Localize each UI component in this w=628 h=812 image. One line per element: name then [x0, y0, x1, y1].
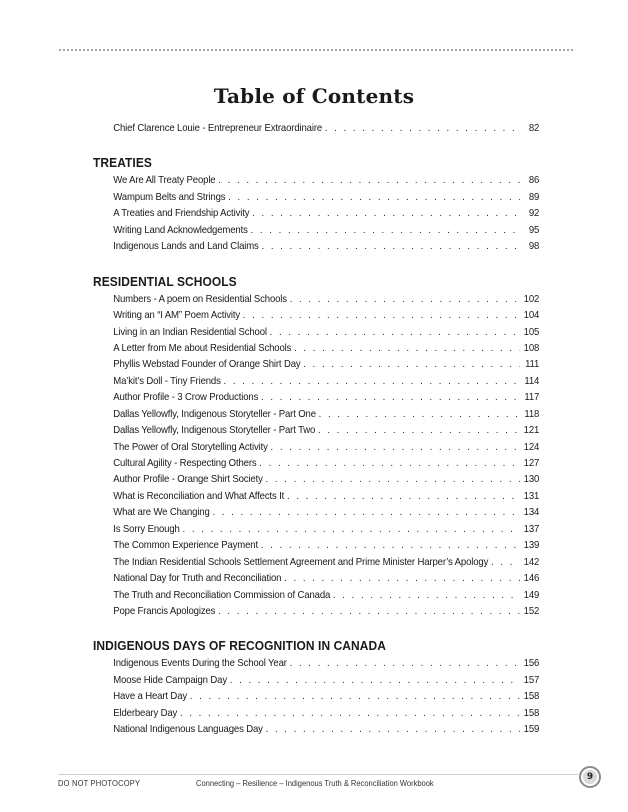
toc-entry — [93, 390, 539, 406]
toc-entry-line — [113, 308, 539, 324]
dot-leader — [325, 121, 520, 137]
toc-entry-title: Writing an “I AM” Poem Activity — [113, 310, 240, 322]
toc-entry-line — [113, 325, 539, 341]
toc-entry-page: 102 — [523, 293, 540, 305]
toc-entry-title: What is Reconciliation and What Affects It — [113, 490, 285, 502]
toc-entry-line — [113, 555, 539, 571]
toc-entry-line — [113, 407, 539, 423]
toc-entry-line — [113, 722, 539, 738]
table-of-contents — [93, 121, 543, 739]
toc-entry-title: Dallas Yellowfly, Indigenous Storyteller - Part Two — [113, 425, 316, 437]
toc-entry — [93, 722, 539, 738]
toc-entry-title: What are We Changing — [113, 507, 210, 519]
toc-entry-title: Author Profile - 3 Crow Productions — [113, 392, 259, 404]
dot-leader — [287, 489, 520, 505]
footer-rule — [58, 774, 578, 775]
dot-leader — [243, 308, 520, 324]
toc-entry — [93, 374, 539, 390]
toc-entry-line — [113, 374, 539, 390]
footer-notice: DO NOT PHOTOCOPY — [58, 779, 141, 788]
toc-entry — [93, 656, 539, 672]
toc-entry — [93, 206, 539, 222]
toc-section — [93, 153, 543, 255]
dot-leader — [333, 588, 520, 604]
dot-leader — [266, 722, 520, 738]
toc-entry-title: The Power of Oral Storytelling Activity — [113, 441, 268, 453]
toc-entry-page: 137 — [523, 523, 540, 535]
toc-entry — [93, 588, 539, 604]
toc-entry-page: 92 — [528, 208, 540, 220]
dot-leader — [266, 472, 520, 488]
dot-leader — [303, 357, 520, 373]
toc-entry-page: 121 — [523, 425, 540, 437]
toc-entry — [93, 706, 539, 722]
toc-entry-page: 158 — [523, 707, 540, 719]
toc-entry — [93, 571, 539, 587]
toc-entry-line — [113, 472, 539, 488]
toc-entry-title: Living in an Indian Residential School — [113, 326, 267, 338]
section-heading: INDIGENOUS DAYS OF RECOGNITION IN CANADA — [93, 638, 386, 654]
toc-entry-page: 86 — [528, 175, 540, 187]
toc-entry-title: Writing Land Acknowledgements — [113, 224, 248, 236]
toc-entry-page: 156 — [523, 658, 540, 670]
dot-leader — [190, 689, 520, 705]
toc-entry-line — [113, 604, 539, 620]
dot-leader — [230, 673, 520, 689]
toc-entry-page: 134 — [523, 507, 540, 519]
toc-entry — [93, 292, 539, 308]
dot-leader — [228, 190, 520, 206]
toc-entry-title: Pope Francis Apologizes — [113, 605, 216, 617]
page-number-badge — [579, 766, 601, 788]
footer-book-title: Connecting – Resilience – Indigenous Truth & Reconciliation Workbook — [196, 779, 434, 788]
toc-entry — [93, 673, 539, 689]
toc-entry — [93, 689, 539, 705]
toc-entry-page: 117 — [524, 392, 540, 404]
toc-entry-title: A Treaties and Friendship Activity — [113, 208, 250, 220]
dot-leader — [180, 706, 520, 722]
toc-entry-line — [113, 341, 539, 357]
toc-entry-page: 131 — [523, 490, 540, 502]
dot-leader — [294, 341, 520, 357]
toc-entry — [93, 489, 539, 505]
toc-entry-title: Elderbeary Day — [113, 707, 178, 719]
toc-entry-title: Indigenous Events During the School Year — [113, 658, 287, 670]
toc-entry-page: 98 — [528, 241, 540, 253]
toc-entry-page: 149 — [523, 589, 540, 601]
dot-leader — [290, 292, 520, 308]
page-number: 9 — [583, 770, 597, 784]
toc-entry-title: Chief Clarence Louie - Entrepreneur Extraordinaire — [113, 123, 323, 134]
toc-entry-line — [113, 673, 539, 689]
dot-leader — [271, 440, 520, 456]
toc-entry-line — [113, 423, 539, 439]
toc-entry-title: Have a Heart Day — [113, 691, 188, 703]
toc-entry — [93, 121, 539, 137]
dot-leader — [251, 223, 520, 239]
toc-entry-title: National Day for Truth and Reconciliation — [113, 573, 282, 585]
toc-entry — [93, 357, 539, 373]
toc-entry-line — [113, 357, 539, 373]
dot-leader — [261, 390, 520, 406]
dot-leader — [318, 423, 520, 439]
toc-entry-line — [113, 505, 539, 521]
toc-entry — [93, 407, 539, 423]
toc-entry-page: 146 — [523, 573, 540, 585]
toc-entry-title: Indigenous Lands and Land Claims — [113, 241, 259, 253]
toc-entry — [93, 555, 539, 571]
toc-entry-title: Phyllis Webstad Founder of Orange Shirt Day — [113, 359, 301, 371]
toc-entry-title: Moose Hide Campaign Day — [113, 674, 227, 686]
dot-leader — [290, 656, 520, 672]
toc-entry-page: 95 — [528, 224, 540, 236]
toc-entry-line — [113, 689, 539, 705]
toc-entry-title: Dallas Yellowfly, Indigenous Storyteller - Part One — [113, 408, 316, 420]
dot-leader — [212, 505, 519, 521]
toc-entry-line — [113, 571, 539, 587]
dot-leader — [218, 173, 520, 189]
toc-entry — [93, 173, 539, 189]
dot-leader — [491, 555, 520, 571]
toc-entry-title: Is Sorry Enough — [113, 523, 180, 535]
toc-entry-page: 157 — [523, 674, 540, 686]
toc-entry-line — [113, 456, 539, 472]
toc-entry-page: 108 — [523, 342, 540, 354]
toc-entry-page: 139 — [523, 540, 540, 552]
section-heading: RESIDENTIAL SCHOOLS — [93, 273, 237, 289]
toc-entry-title: Ma’kit’s Doll - Tiny Friends — [113, 375, 221, 387]
toc-entry — [93, 604, 539, 620]
dot-leader — [261, 538, 520, 554]
toc-entry — [93, 505, 539, 521]
toc-entry-title: The Indian Residential Schools Settlement Agreement and Prime Minister Harper’s Apology — [113, 556, 489, 568]
dot-leader — [252, 206, 520, 222]
toc-entry-line — [113, 588, 539, 604]
toc-entry-title: Numbers - A poem on Residential Schools — [113, 293, 287, 305]
dot-leader — [259, 456, 520, 472]
toc-entry-line — [113, 173, 539, 189]
toc-entry — [93, 472, 539, 488]
toc-entry-title: Author Profile - Orange Shirt Society — [113, 474, 263, 486]
toc-entry-page: 104 — [523, 310, 540, 322]
toc-entry-line — [113, 292, 539, 308]
toc-entry-title: The Truth and Reconciliation Commission of Canada — [113, 589, 331, 601]
toc-entry — [93, 456, 539, 472]
toc-entry — [93, 440, 539, 456]
toc-entry-page: 118 — [524, 408, 540, 420]
toc-entry-line — [113, 538, 539, 554]
toc-entry-page: 114 — [524, 375, 540, 387]
dot-leader — [270, 325, 520, 341]
toc-entry-page: 158 — [523, 691, 540, 703]
dot-leader — [319, 407, 520, 423]
toc-entry-line — [113, 206, 539, 222]
dot-leader — [182, 522, 519, 538]
toc-entry-line — [113, 522, 539, 538]
toc-entry-page: 89 — [528, 191, 540, 203]
toc-entry — [93, 423, 539, 439]
toc-entry-line — [113, 706, 539, 722]
dot-leader — [218, 604, 520, 620]
toc-entry — [93, 341, 539, 357]
toc-entry — [93, 522, 539, 538]
toc-entry-line — [113, 239, 539, 255]
dot-leader — [284, 571, 520, 587]
toc-entry — [93, 190, 539, 206]
toc-entry — [93, 538, 539, 554]
toc-entry-page: 142 — [523, 556, 540, 568]
toc-entry-title: We Are All Treaty People — [113, 175, 216, 187]
toc-entry-line — [113, 440, 539, 456]
toc-entry — [93, 308, 539, 324]
toc-entry — [93, 223, 539, 239]
toc-entry-page: 159 — [523, 724, 540, 736]
toc-entry-page: 82 — [528, 123, 540, 134]
toc-intro-entries — [93, 121, 543, 137]
toc-entry-page: 124 — [523, 441, 540, 453]
toc-entry-title: Cultural Agility - Respecting Others — [113, 458, 257, 469]
toc-entry-title: National Indigenous Languages Day — [113, 724, 263, 736]
toc-entry-line — [113, 121, 539, 137]
toc-section — [93, 272, 543, 621]
toc-sections — [93, 153, 543, 738]
toc-entry-page: 111 — [525, 359, 540, 371]
dot-leader — [261, 239, 519, 255]
toc-entry-line — [113, 390, 539, 406]
toc-entry-line — [113, 656, 539, 672]
top-dotted-rule — [58, 47, 573, 53]
toc-entry-page: 130 — [523, 474, 540, 486]
page-title: Table of Contents — [213, 84, 415, 108]
toc-entry — [93, 239, 539, 255]
toc-entry-page: 127 — [523, 458, 540, 469]
dot-leader — [224, 374, 520, 390]
toc-entry-line — [113, 489, 539, 505]
toc-entry-page: 105 — [523, 326, 540, 338]
toc-entry-line — [113, 223, 539, 239]
toc-section — [93, 636, 543, 738]
toc-entry-page: 152 — [523, 605, 540, 617]
toc-entry-line — [113, 190, 539, 206]
toc-entry — [93, 325, 539, 341]
toc-entry-title: The Common Experience Payment — [113, 540, 259, 552]
toc-entry-title: A Letter from Me about Residential Schools — [113, 342, 292, 354]
toc-entry-title: Wampum Belts and Strings — [113, 191, 226, 203]
section-heading: TREATIES — [93, 155, 152, 171]
